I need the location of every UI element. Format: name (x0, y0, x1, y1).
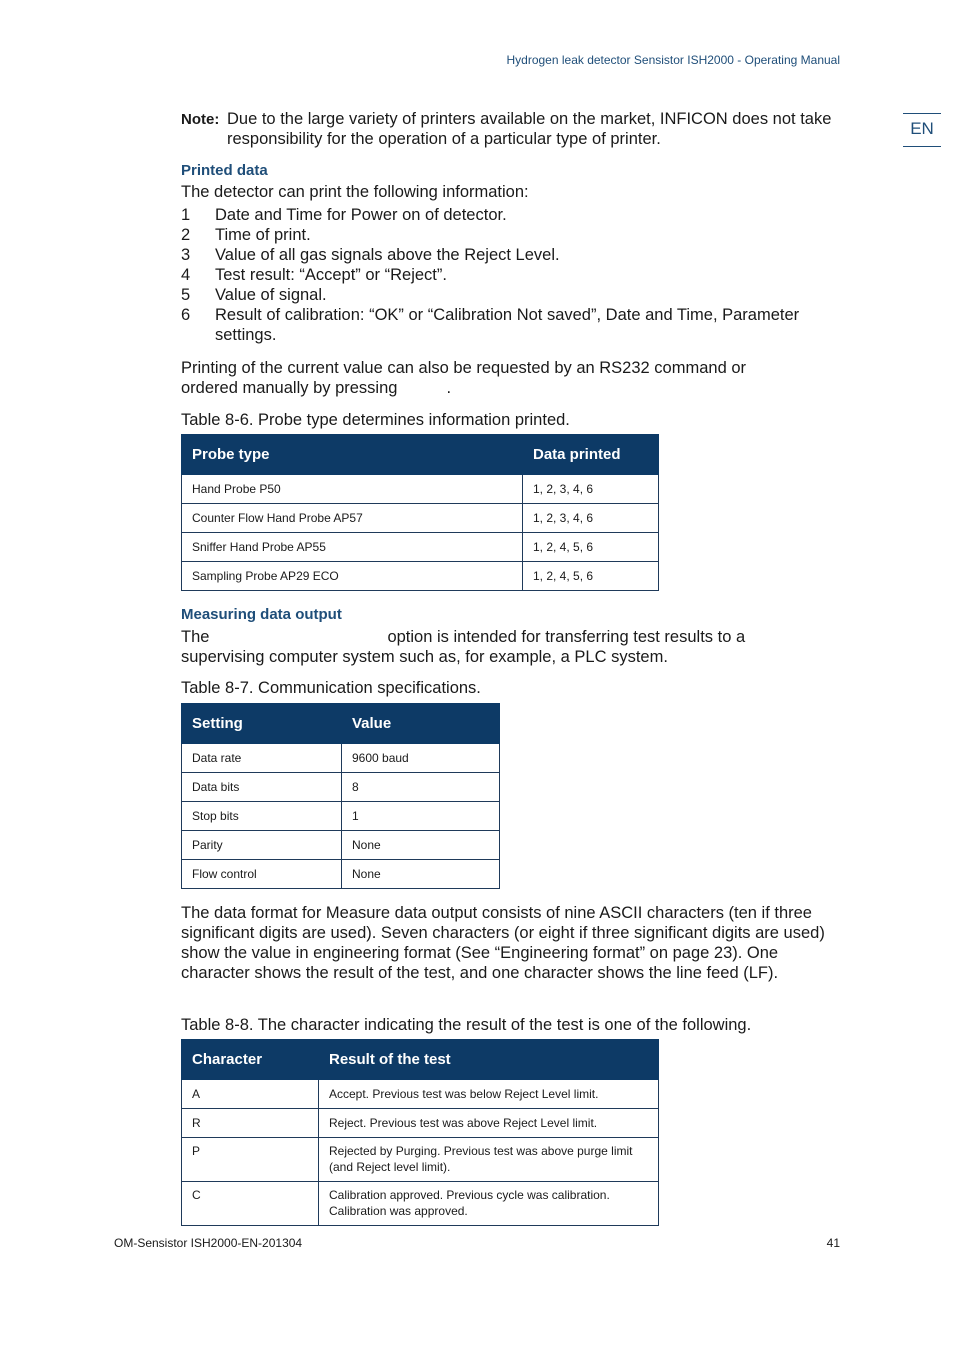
list-item (181, 205, 841, 225)
footer-doc-id: OM-Sensistor ISH2000-EN-201304 (114, 1236, 303, 1250)
printing-paragraph (181, 358, 841, 398)
column-header: Value (342, 704, 500, 744)
table-cell: Reject. Previous test was above Reject Level limit. (319, 1109, 659, 1138)
language-tab (903, 113, 941, 147)
table-row (182, 533, 659, 562)
printing-line-2-end: . (446, 379, 452, 397)
printed-data-list (181, 205, 841, 345)
measuring-line-1 (181, 627, 841, 647)
table-row (182, 1138, 659, 1182)
list-item-number: 5 (181, 286, 191, 304)
table-cell: Rejected by Purging. Previous test was above purge limit (and Reject level limit). (319, 1138, 659, 1182)
list-item-number: 2 (181, 226, 191, 244)
table-cell: 1 (342, 802, 500, 831)
note-label: Note: (181, 111, 220, 128)
measuring-line-1-start: The (181, 628, 210, 646)
list-item-text: Test result: “Accept” or “Reject”. (215, 266, 447, 284)
communication-spec-table (181, 703, 500, 889)
table3-caption: Table 8-8. The character indicating the result of the test is one of the following. (181, 1016, 752, 1034)
printed-data-heading: Printed data (181, 162, 268, 179)
list-item (181, 265, 841, 285)
list-item-number: 6 (181, 306, 191, 324)
list-item (181, 305, 841, 345)
list-item (181, 245, 841, 265)
column-header: Result of the test (319, 1040, 659, 1080)
table-cell: Accept. Previous test was below Reject Level limit. (319, 1080, 659, 1109)
table2-caption: Table 8-7. Communication specifications. (181, 679, 481, 697)
measuring-data-heading: Measuring data output (181, 606, 342, 623)
table-cell: Counter Flow Hand Probe AP57 (182, 504, 523, 533)
table-cell: 1, 2, 3, 4, 6 (523, 475, 659, 504)
table-row (182, 802, 500, 831)
table-cell: 1, 2, 4, 5, 6 (523, 533, 659, 562)
measuring-line-2: supervising computer system such as, for example, a PLC system. (181, 648, 668, 666)
probe-type-table (181, 434, 659, 591)
list-item-number: 1 (181, 206, 191, 224)
table-row (182, 1080, 659, 1109)
table-row (182, 475, 659, 504)
list-item-text: Value of signal. (215, 286, 327, 304)
table-cell: 1, 2, 3, 4, 6 (523, 504, 659, 533)
language-tab-label: EN (910, 119, 934, 138)
printing-line-2-start: ordered manually by pressing (181, 379, 398, 397)
table-cell: P (182, 1138, 319, 1182)
list-item-text: Result of calibration: “OK” or “Calibration Not saved”, Date and Time, Parameter settings. (215, 306, 800, 344)
table-row (182, 860, 500, 889)
table1-caption: Table 8-6. Probe type determines information printed. (181, 411, 570, 429)
table-row (182, 1109, 659, 1138)
table-cell: Data rate (182, 744, 342, 773)
column-header: Character (182, 1040, 319, 1080)
printing-line-1: Printing of the current value can also be requested by an RS232 command or (181, 359, 746, 377)
table-cell: C (182, 1182, 319, 1226)
list-item (181, 285, 841, 305)
table-cell: None (342, 831, 500, 860)
note-text: Due to the large variety of printers available on the market, INFICON does not take responsibility for the operation of a particular type of printer. (227, 110, 832, 148)
note-block (181, 109, 841, 149)
table-row (182, 744, 500, 773)
table-cell: A (182, 1080, 319, 1109)
table-header-row (182, 704, 500, 744)
list-item (181, 225, 841, 245)
column-header: Probe type (182, 435, 523, 475)
table-row (182, 562, 659, 591)
table-cell: Hand Probe P50 (182, 475, 523, 504)
list-item-number: 3 (181, 246, 191, 264)
table-cell: Flow control (182, 860, 342, 889)
measuring-paragraph (181, 627, 841, 667)
table-cell: Sampling Probe AP29 ECO (182, 562, 523, 591)
result-character-table (181, 1039, 659, 1226)
table-row (182, 773, 500, 802)
table-header-row (182, 435, 659, 475)
table-cell: Data bits (182, 773, 342, 802)
list-item-text: Time of print. (215, 226, 311, 244)
table-row (182, 504, 659, 533)
running-header: Hydrogen leak detector Sensistor ISH2000 - Operating Manual (506, 53, 840, 67)
table-row (182, 831, 500, 860)
table-row (182, 1182, 659, 1226)
table-cell: R (182, 1109, 319, 1138)
table-cell: Calibration approved. Previous cycle was calibration. Calibration was approved. (319, 1182, 659, 1226)
table-cell: 1, 2, 4, 5, 6 (523, 562, 659, 591)
data-format-paragraph: The data format for Measure data output consists of nine ASCII characters (ten if three significant digits are used). Seven characters (or eight if three significant digits are used) show the value in engineering format (See “Engineering format” on page 23). One character shows the result of the test, and one character shows the line feed (LF). (181, 904, 825, 982)
table-header-row (182, 1040, 659, 1080)
list-item-text: Value of all gas signals above the Reject Level. (215, 246, 560, 264)
table-cell: 9600 baud (342, 744, 500, 773)
list-item-number: 4 (181, 266, 191, 284)
table-cell: Parity (182, 831, 342, 860)
measuring-line-1-end: option is intended for transferring test results to a (387, 628, 746, 646)
table-cell: Stop bits (182, 802, 342, 831)
table-cell: Sniffer Hand Probe AP55 (182, 533, 523, 562)
list-item-text: Date and Time for Power on of detector. (215, 206, 507, 224)
column-header: Data printed (523, 435, 659, 475)
table-cell: 8 (342, 773, 500, 802)
page-number: 41 (826, 1236, 840, 1250)
column-header: Setting (182, 704, 342, 744)
table-cell: None (342, 860, 500, 889)
printing-line-2 (181, 378, 841, 398)
printed-data-intro: The detector can print the following information: (181, 183, 529, 201)
